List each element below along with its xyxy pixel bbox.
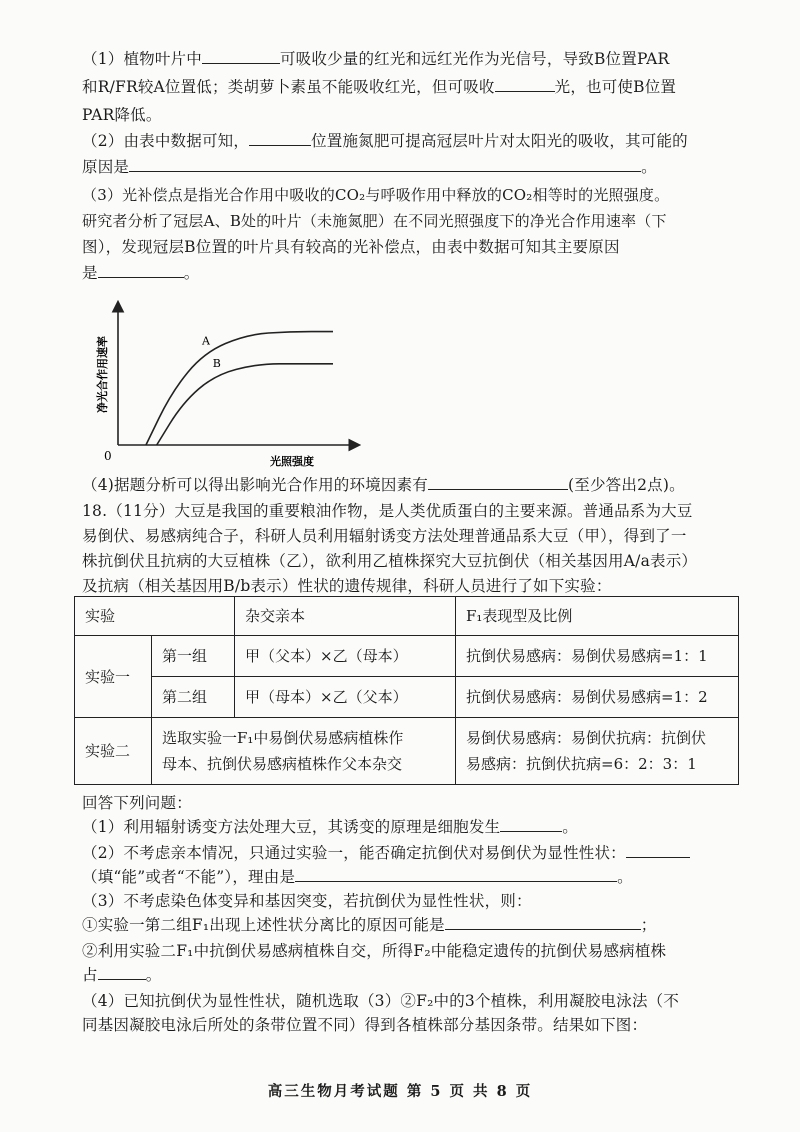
text: ②利用实验二F₁中抗倒伏易感病植株自交，所得F₂中能稳定遗传的抗倒伏易感病植株 (82, 942, 667, 960)
q18-sub3 (82, 890, 532, 912)
text: 占 (82, 966, 98, 984)
text: （1）植物叶片中 (82, 50, 202, 68)
text: 母本、抗倒伏易感病植株作父本杂交 (162, 755, 403, 773)
answer-blank[interactable] (98, 262, 184, 278)
q-part3-line4 (82, 262, 199, 284)
q18-sub4-line2 (82, 1014, 647, 1036)
text: （2）由表中数据可知， (82, 132, 250, 150)
answer-blank[interactable] (495, 76, 555, 92)
header-cell: 实验 (75, 597, 235, 636)
series-label-A: A (202, 334, 210, 348)
q18-sub4-line1 (82, 990, 679, 1012)
q-part1-line1 (82, 48, 669, 70)
answer-blank[interactable] (129, 156, 641, 172)
series-label-B: B (212, 357, 221, 370)
table-cell: 实验一 (75, 636, 152, 718)
text: 及抗病（相关基因用B/b表示）性状的遗传规律，科研人员进行了如下实验： (82, 577, 612, 595)
table-row (75, 718, 739, 785)
text: （1）利用辐射诱变方法处理大豆，其诱变的原理是细胞发生 (82, 818, 501, 836)
text: 。 (617, 868, 633, 886)
y-axis-label: 净光合作用速率 (96, 336, 109, 413)
text: 。 (641, 158, 657, 176)
q18-sub3-2-line1 (82, 940, 666, 962)
q18-sub3-2-line2 (82, 964, 161, 986)
text: （填“能”或者“不能”），理由是 (82, 868, 296, 886)
table-header-row (75, 597, 739, 636)
text: (至少答出2点)。 (568, 476, 685, 494)
text: 株抗倒伏且抗病的大豆植株（乙），欲利用乙植株探究大豆抗倒伏（相关基因用A/a表示） (82, 552, 698, 570)
answer-blank[interactable] (98, 964, 146, 980)
header-cell: F₁表现型及比例 (456, 597, 739, 636)
table-cell: 抗倒伏易感病：易倒伏易感病=1：2 (456, 677, 739, 718)
text: 是 (82, 264, 98, 282)
text: 光，也可使B位置 (554, 78, 677, 96)
text: ①实验一第二组F₁出现上述性状分离比的原因可能是 (82, 916, 445, 934)
q-part4-line1 (82, 474, 685, 496)
q18-sub2-line1 (82, 842, 690, 864)
text: 。 (145, 966, 162, 984)
table-cell: 第二组 (152, 677, 235, 718)
text: 18.（11分）大豆是我国的重要粮油作物，是人类优质蛋白的主要来源。普通品系为大豆 (82, 502, 693, 520)
q-part1-line2 (82, 76, 676, 98)
photosynthesis-chart (88, 295, 368, 470)
q-part3-line1 (82, 184, 669, 206)
table-cell: 实验二 (75, 718, 152, 785)
q18-sub2-line2 (82, 866, 633, 888)
q-part3-line3 (82, 236, 620, 258)
table-cell: 甲（父本）×乙（母本） (235, 636, 456, 677)
text: （4）已知抗倒伏为显性性状，随机选取（3）②F₂中的3个植株，利用凝胶电泳法（不 (82, 992, 680, 1010)
q18-sub3-1 (82, 914, 656, 936)
q18-line4 (82, 575, 612, 597)
table-cell (456, 718, 739, 785)
answer-intro (82, 792, 192, 814)
table-row (75, 636, 739, 677)
experiment-table (74, 596, 739, 785)
text: 易倒伏易感病：易倒伏抗病：抗倒伏 (466, 729, 707, 747)
q-part3-line2 (82, 210, 667, 232)
text: 。 (183, 264, 200, 282)
text: PAR降低。 (82, 106, 162, 124)
table-cell: 第一组 (152, 636, 235, 677)
q18-sub1 (82, 816, 578, 838)
q18-line1 (82, 500, 693, 522)
table-cell (152, 718, 456, 785)
text: 和R/FR较A位置低；类胡萝卜素虽不能吸收红光，但可吸收 (82, 78, 495, 96)
answer-blank[interactable] (626, 842, 690, 858)
answer-blank[interactable] (249, 130, 311, 146)
text: 同基因凝胶电泳后所处的条带位置不同）得到各植株部分基因条带。结果如下图： (82, 1016, 648, 1034)
header-cell: 杂交亲本 (235, 597, 456, 636)
page-footer: 高三生物月考试题 第 5 页 共 8 页 (267, 1083, 533, 1100)
answer-blank[interactable] (428, 474, 568, 490)
x-axis-label: 光照强度 (270, 455, 314, 468)
text: 。 (562, 818, 578, 836)
text: 回答下列问题： (82, 794, 192, 812)
text: 位置施氮肥可提高冠层叶片对太阳光的吸收，其可能的 (311, 132, 688, 150)
q18-line3 (82, 550, 697, 572)
text: 研究者分析了冠层A、B处的叶片（未施氮肥）在不同光照强度下的净光合作用速率（下 (82, 212, 667, 230)
text: （3）光补偿点是指光合作用中吸收的CO₂与呼吸作用中释放的CO₂相等时的光照强度。 (82, 186, 670, 204)
origin-label: 0 (104, 449, 112, 463)
text: 原因是 (82, 158, 130, 176)
text: 选取实验一F₁中易倒伏易感病植株作 (162, 729, 404, 747)
answer-blank[interactable] (445, 914, 641, 930)
q-part2-line1 (82, 130, 688, 152)
text: （3）不考虑染色体变异和基因突变，若抗倒伏为显性性状，则： (82, 892, 532, 910)
series-line-B (157, 364, 333, 445)
table-cell: 甲（母本）×乙（父本） (235, 677, 456, 718)
text: （2）不考虑亲本情况，只通过实验一，能否确定抗倒伏对易倒伏为显性性状： (82, 844, 626, 862)
answer-blank[interactable] (202, 48, 280, 64)
text: 可吸收少量的红光和远红光作为光信号，导致B位置PAR (279, 50, 670, 68)
text: 易感病：抗倒伏抗病=6：2：3：1 (466, 755, 697, 773)
text: 易倒伏、易感病纯合子，科研人员利用辐射诱变方法处理普通品系大豆（甲），得到了一 (82, 527, 687, 545)
table-row (75, 677, 739, 718)
text: ； (640, 916, 657, 934)
text: 图），发现冠层B位置的叶片具有较高的光补偿点，由表中数据可知其主要原因 (82, 238, 620, 256)
answer-blank[interactable] (500, 816, 562, 832)
table-cell: 抗倒伏易感病：易倒伏易感病=1：1 (456, 636, 739, 677)
q-part2-line2 (82, 156, 657, 178)
text: （4)据题分析可以得出影响光合作用的环境因素有 (82, 476, 429, 494)
answer-blank[interactable] (295, 866, 617, 882)
q-part1-line3 (82, 104, 162, 126)
q18-line2 (82, 525, 687, 547)
series-line-A (146, 332, 333, 445)
